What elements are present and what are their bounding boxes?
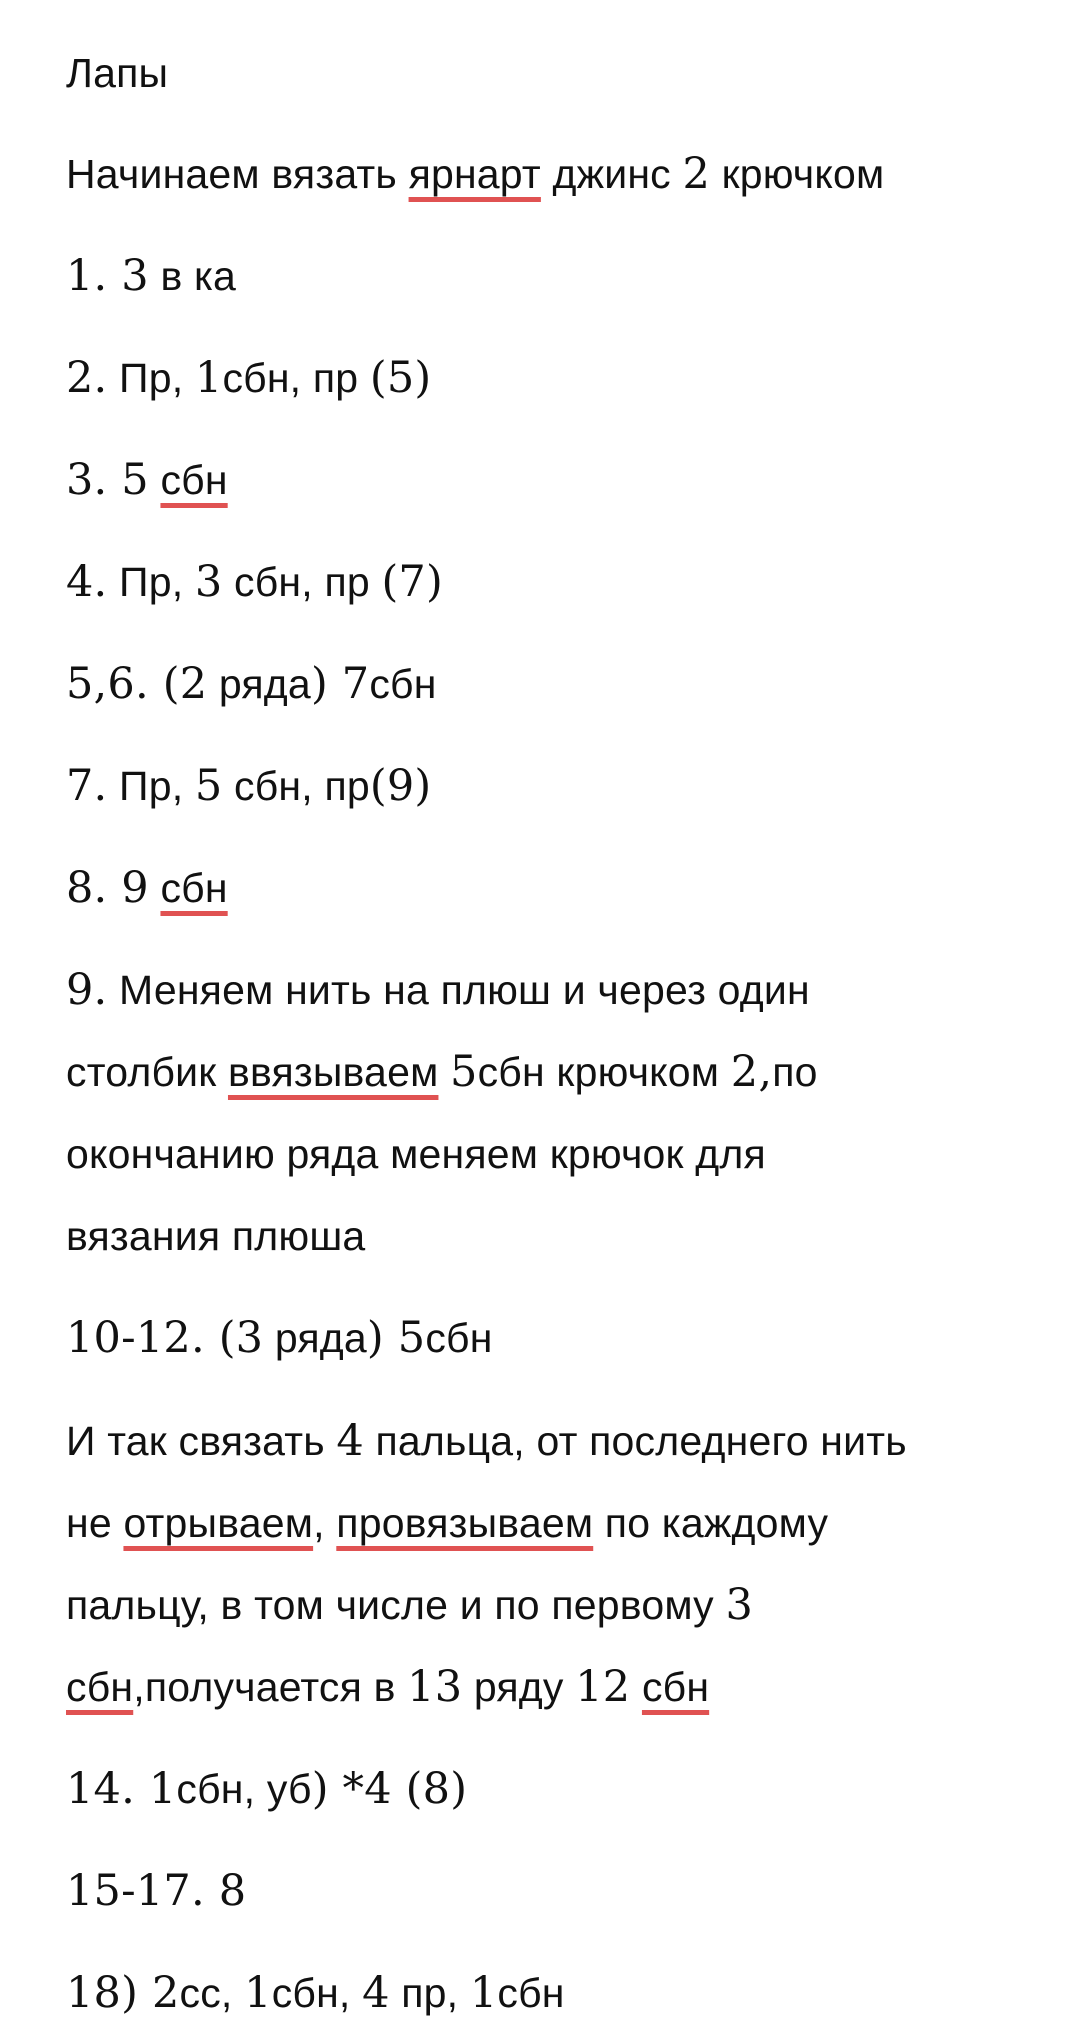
spellcheck-word[interactable]: отрываем [123,1500,314,1546]
row-step-7: 7. Пр, 5 сбн, пр(9) [66,761,432,811]
row-step-4: 4. Пр, 3 сбн, пр (7) [66,557,443,607]
row-step-15-17: 15-17. 8 [66,1866,247,1916]
row-step-9-line-3: окончанию ряда меняем крючок для [66,1131,766,1177]
spellcheck-word[interactable]: ярнарт [408,151,541,197]
note-line-3: пальцу, в том числе и по первому 3 [66,1580,754,1630]
title-text: Лапы [66,50,169,96]
spellcheck-word[interactable]: сбн [66,1664,134,1710]
note-line-2: не отрываем, провязываем по каждому [66,1500,829,1546]
row-step-9-line-1: 9. Меняем нить на плюш и через один [66,965,810,1015]
spellcheck-word[interactable]: провязываем [336,1500,594,1546]
row-step-2: 2. Пр, 1сбн, пр (5) [66,353,432,403]
spellcheck-word[interactable]: сбн [160,865,228,911]
section-title [66,32,168,114]
spellcheck-word[interactable]: сбн [641,1664,710,1710]
row-step-8: 8. 9 сбн [66,863,228,913]
row-step-10-12: 10-12. (3 ряда) 5сбн [66,1313,493,1363]
spellcheck-word[interactable]: сбн [160,457,228,503]
row-step-9-line-2: столбик ввязываем 5сбн крючком 2,по [66,1047,818,1097]
row-step-3: 3. 5 сбн [66,455,228,505]
note-line-1: И так связать 4 пальца, от последнего нить [66,1416,907,1466]
note-line-4: сбн,получается в 13 ряду 12 сбн [66,1662,710,1712]
intro-line: Начинаем вязать ярнарт джинс 2 крючком [66,149,885,199]
spellcheck-word[interactable]: ввязываем [227,1049,439,1095]
row-step-1: 1. 3 в ка [66,251,237,301]
row-step-9-line-4: вязания плюша [66,1213,366,1259]
row-step-18: 18) 2сс, 1сбн, 4 пр, 1сбн [66,1968,565,2018]
row-step-5-6: 5,6. (2 ряда) 7сбн [66,659,437,709]
row-step-14: 14. 1сбн, уб) *4 (8) [66,1764,468,1814]
